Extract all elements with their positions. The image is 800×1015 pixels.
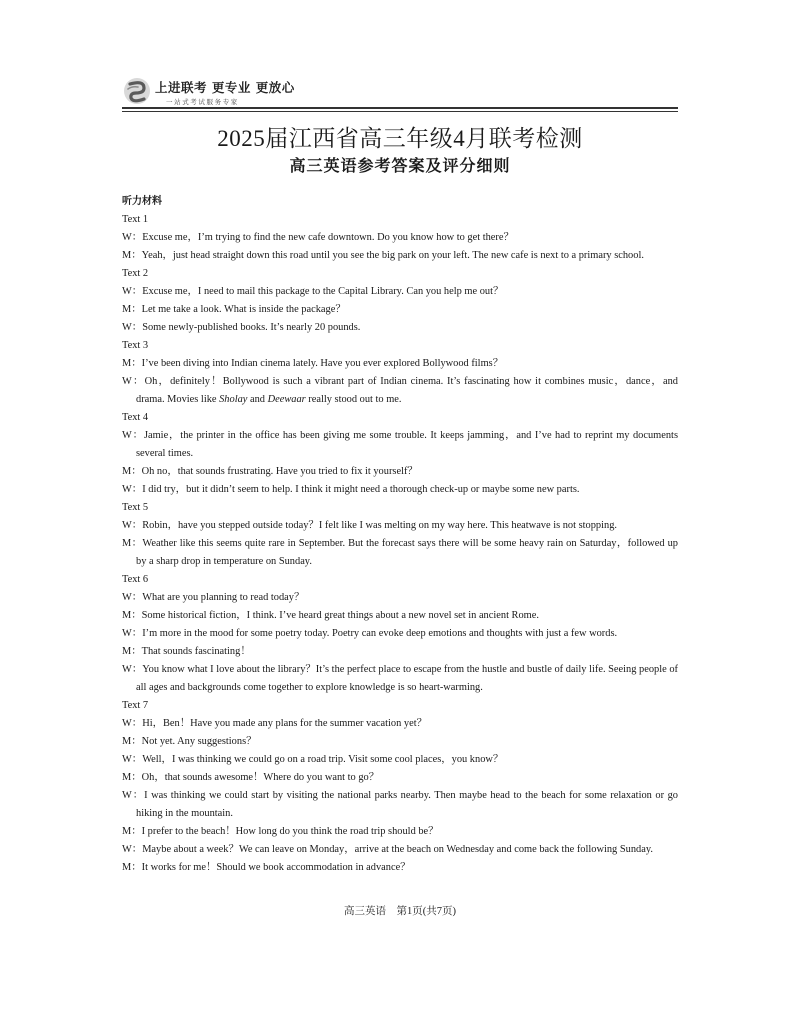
dialogue-line: W：I did try，but it didn’t seem to help. I think it might need a thorough check-up or maybe some new parts. [122,484,580,495]
dialogue-line: W：What are you planning to read today？ [122,592,305,603]
page-subtitle: 高三英语参考答案及评分细则 [289,156,511,175]
brand-logo-icon [122,76,152,106]
transcript-texts [122,211,678,877]
dialogue-line: W：Jamie，the printer in the office has been giving me some trouble. It keeps jamming，and I’ve had to reprint my documents several times. [122,430,678,459]
dialogue-line: M：Yeah，just head straight down this road until you see the big park on your left. The new cafe is next to a primary school. [122,250,644,261]
header-rule-thin [122,111,678,112]
dialogue-line: W：Robin，have you stepped outside today？I felt like I was melting on my way here. This heatwave is not stopping. [122,520,618,531]
text-block [122,265,678,337]
brand-slogan: 上进联考 更专业 更放心 [155,80,295,95]
dialogue-line: W：Hi，Ben！Have you made any plans for the summer vacation yet？ [122,718,427,729]
listening-transcript [122,193,678,877]
dialogue-line: M：That sounds fascinating！ [122,646,251,657]
brand-tagline: 一站式考试服务专家 [166,98,239,106]
text-block [122,211,678,265]
text-label: Text 3 [122,340,149,351]
dialogue-line: W：Excuse me，I need to mail this package to the Capital Library. Can you help me out？ [122,286,504,297]
header-rule-thick [122,107,678,109]
text-label: Text 7 [122,700,149,711]
text-label: Text 5 [122,502,149,513]
dialogue-line: M：Let me take a look. What is inside the package？ [122,304,346,315]
dialogue-line: M：Oh no，that sounds frustrating. Have you tried to fix it yourself？ [122,466,418,477]
page-header [122,74,678,114]
text-block [122,571,678,697]
text-block [122,337,678,409]
text-label: Text 1 [122,214,149,225]
dialogue-line: M：Oh，that sounds awesome！Where do you want to go？ [122,772,380,783]
dialogue-line: W：You know what I love about the library？It’s the perfect place to escape from the hustle and bustle of daily life. Seeing people of all ages and backgrounds come together to explore knowledge is so heart-warming. [122,664,678,693]
dialogue-line: W：Maybe about a week？We can leave on Monday，arrive at the beach on Wednesday and come back the following Sunday. [122,844,653,855]
dialogue-line: W：I was thinking we could start by visiting the national parks nearby. Then maybe head to the beach for some relaxation or go hiking in the mountain. [122,790,678,819]
text-label: Text 6 [122,574,149,585]
text-block [122,499,678,571]
dialogue-line: M：I’ve been diving into Indian cinema lately. Have you ever explored Bollywood films？ [122,358,504,369]
text-block [122,697,678,877]
dialogue-line: W：Well，I was thinking we could go on a road trip. Visit some cool places，you know？ [122,754,504,765]
text-label: Text 2 [122,268,149,279]
page-title: 2025届江西省高三年级4月联考检测 [217,126,583,151]
dialogue-line: M：I prefer to the beach！How long do you think the road trip should be？ [122,826,439,837]
dialogue-line: W：Some newly-published books. It’s nearly 20 pounds. [122,322,361,333]
text-block [122,409,678,499]
page-footer: 高三英语 第1页(共7页) [344,906,456,917]
text-label: Text 4 [122,412,149,423]
dialogue-line: W：I’m more in the mood for some poetry today. Poetry can evoke deep emotions and thoughts with just a few words. [122,628,618,639]
dialogue-line: M：Some historical fiction，I think. I’ve heard great things about a new novel set in ancient Rome. [122,610,539,621]
dialogue-line: W：Oh，definitely！Bollywood is such a vibrant part of Indian cinema. It’s fascinating how it combines music，dance，and drama. Movies like Sholay and Deewaar really stood out to me. [122,376,678,405]
dialogue-line: M：Weather like this seems quite rare in September. But the forecast says there will be some heavy rain on Saturday，followed up by a sharp drop in temperature on Sunday. [122,538,678,567]
dialogue-line: M：It works for me！Should we book accommodation in advance？ [122,862,411,873]
dialogue-line: W：Excuse me，I’m trying to find the new cafe downtown. Do you know how to get there？ [122,232,514,243]
dialogue-line: M：Not yet. Any suggestions？ [122,736,257,747]
section-title: 听力材料 [122,196,162,207]
